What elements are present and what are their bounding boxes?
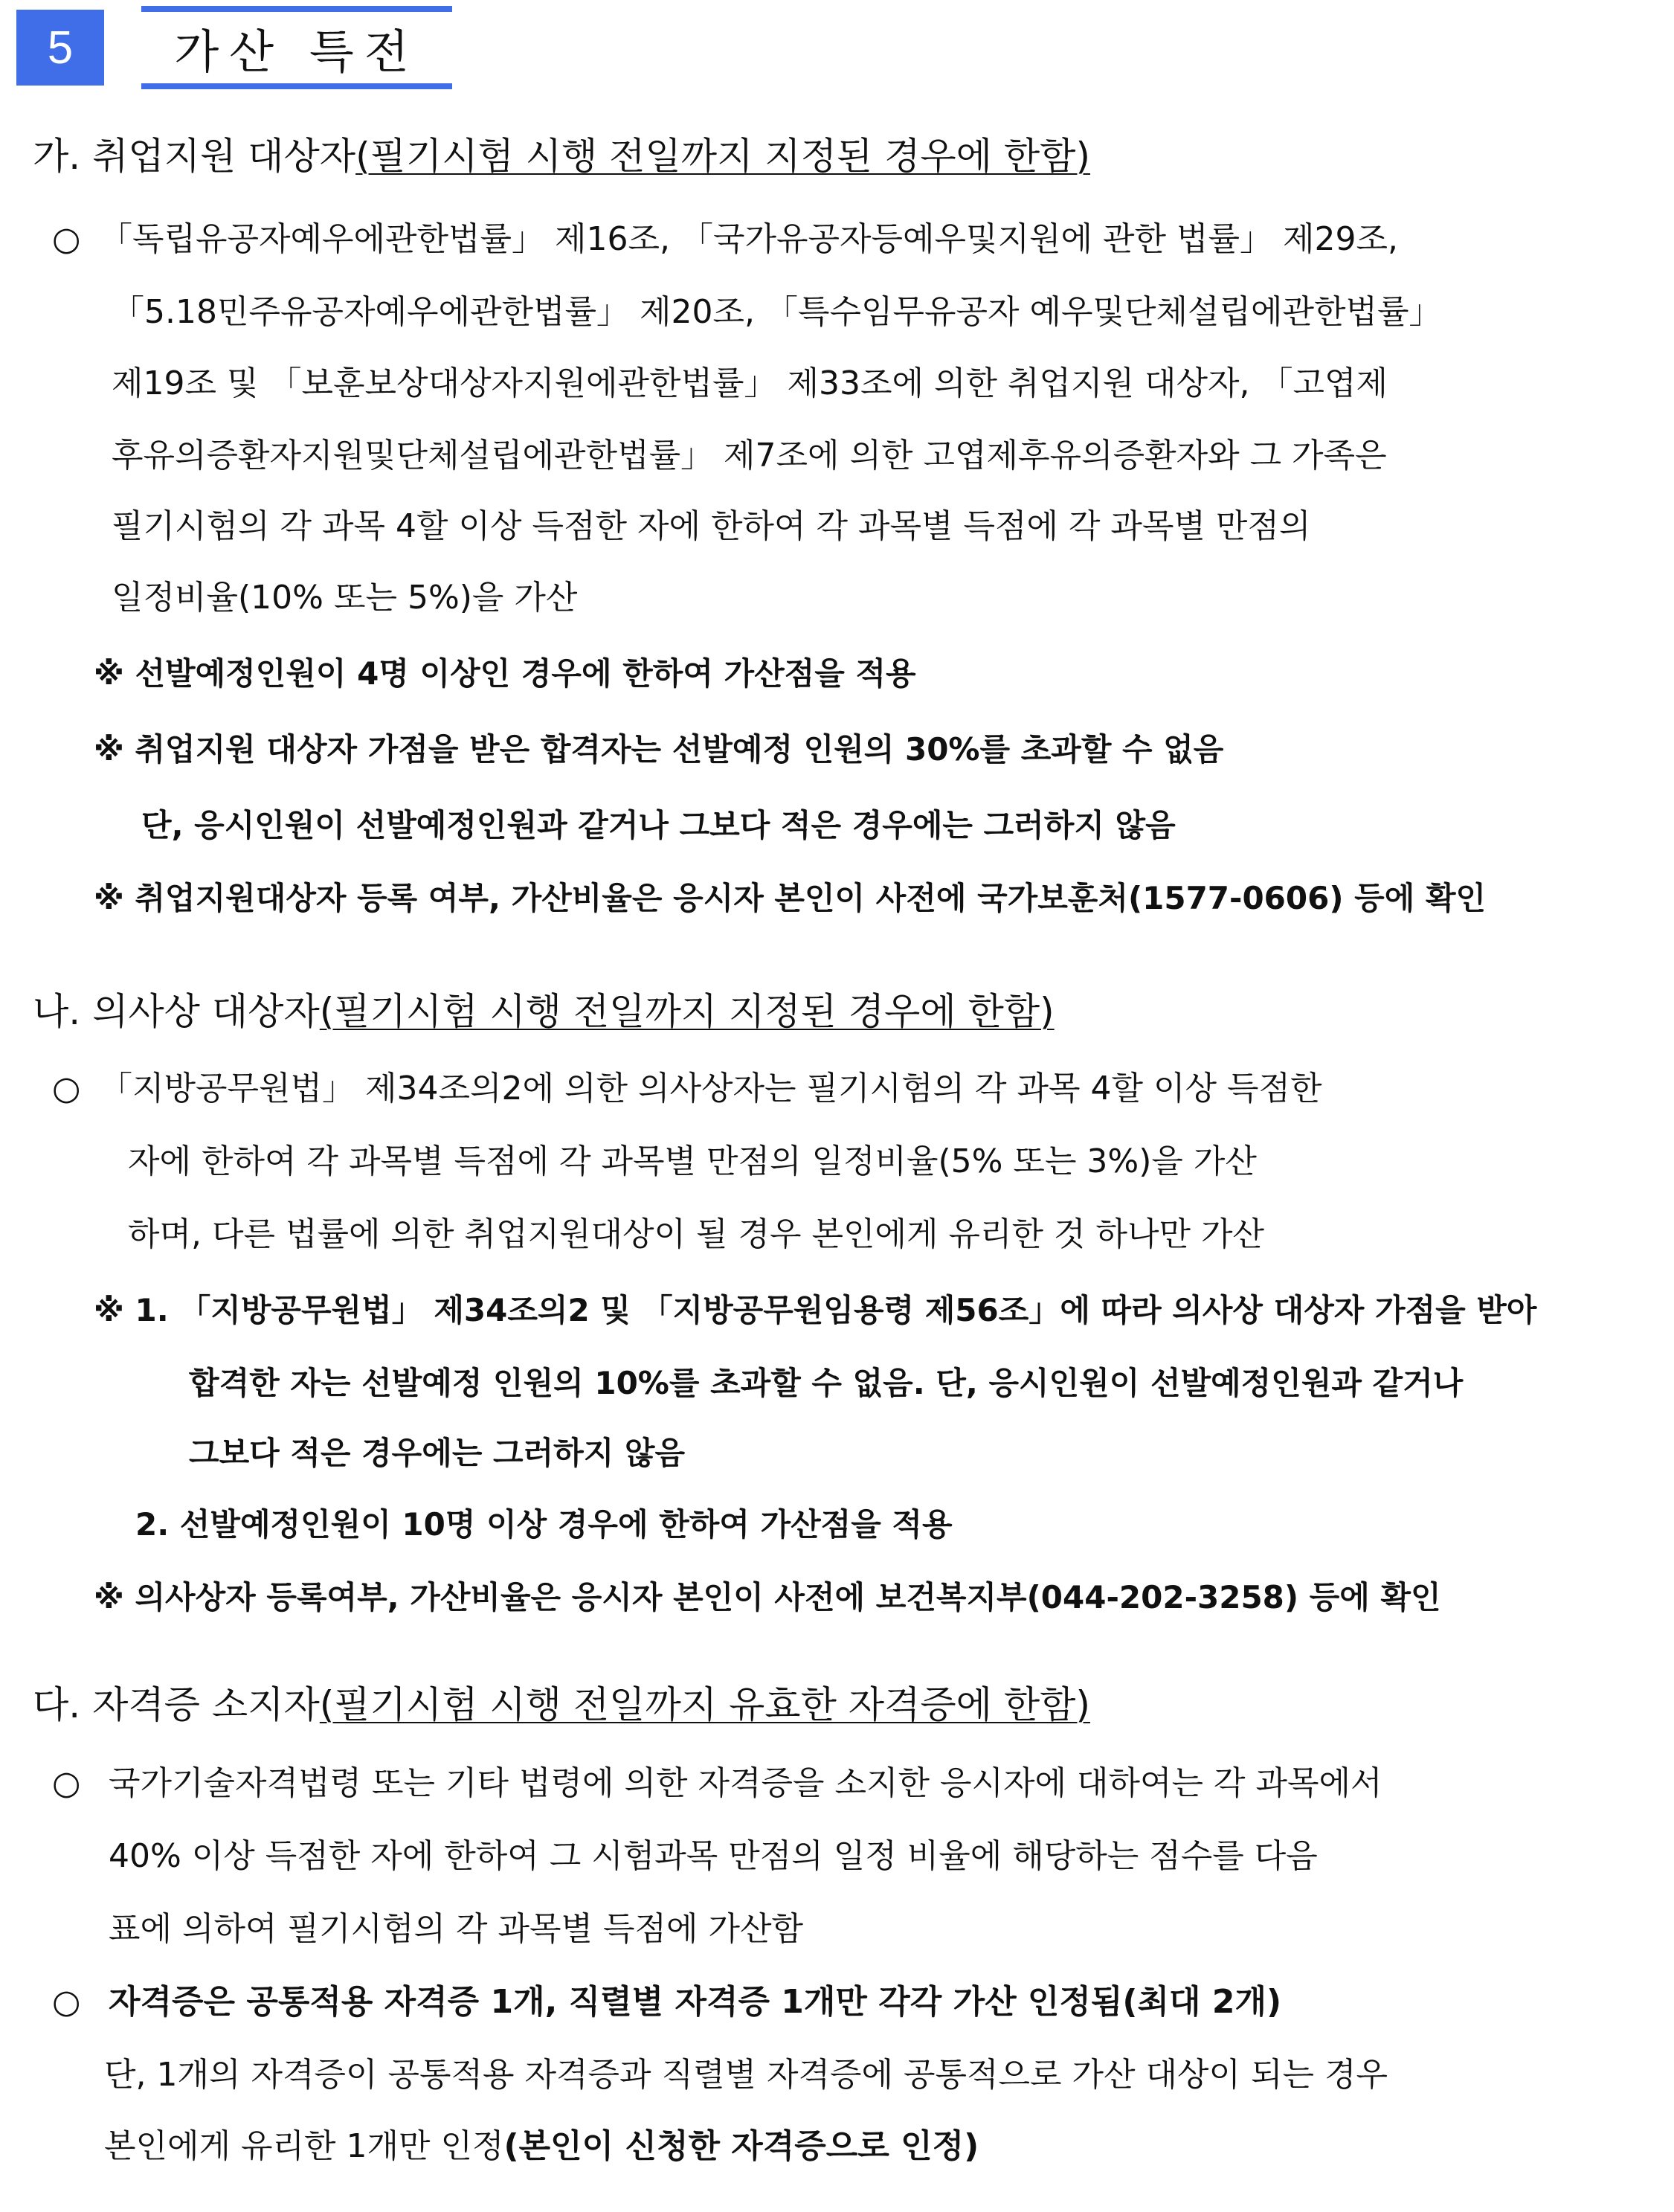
ga-para-line-2: 「5.18민주유공자예우에관한법률」 제20조, 「특수임무유공자 예우및단체설립에관한법률」 — [112, 293, 1442, 331]
section-title: 가산 특전 — [141, 6, 452, 89]
heading-ga — [33, 134, 1090, 179]
da-para2-line-3-plain: 본인에게 유리한 1개만 인정 — [104, 2127, 504, 2165]
heading-ga-paren: (필기시험 시행 전일까지 지정된 경우에 한함) — [355, 135, 1090, 178]
da-para2-line-2: 단, 1개의 자격증이 공통적용 자격증과 직렬별 자격증에 공통적으로 가산 대상이 되는 경우 — [104, 2056, 1388, 2094]
da-para1-line-1: 국가기술자격법령 또는 기타 법령에 의한 자격증을 소지한 응시자에 대하여는 각 과목에서 — [109, 1764, 1382, 1802]
na-note-1-cont-1: 합격한 자는 선발예정 인원의 10%를 초과할 수 없음. 단, 응시인원이 선발예정인원과 같거나 — [189, 1365, 1464, 1401]
ga-para-line-3: 제19조 및 「보훈보상대상자지원에관한법률」 제33조에 의한 취업지원 대상자, 「고엽제 — [112, 364, 1388, 402]
da-bullet-2: ○ — [52, 1983, 81, 2021]
note-mark: ※ — [94, 655, 124, 692]
note-mark: ※ — [94, 1579, 124, 1615]
na-note-1 — [94, 1288, 1536, 1333]
note-text: 1. 「지방공무원법」 제34조의2 및 「지방공무원임용령 제56조」에 따라 의사상 대상자 가점을 받아 — [135, 1292, 1537, 1328]
heading-na-paren: (필기시험 시행 전일까지 지정된 경우에 한함) — [319, 990, 1055, 1033]
note-text: 선발예정인원이 4명 이상인 경우에 한하여 가산점을 적용 — [135, 655, 916, 692]
note-mark: ※ — [94, 1292, 124, 1328]
heading-da — [33, 1682, 1090, 1727]
ga-para-line-6: 일정비율(10% 또는 5%)을 가산 — [112, 579, 578, 617]
na-bullet: ○ — [52, 1070, 81, 1107]
note-mark: ※ — [94, 731, 124, 768]
na-note-1-cont-2: 그보다 적은 경우에는 그러하지 않음 — [189, 1435, 686, 1471]
ga-para-line-1: 「독립유공자예우에관한법률」 제16조, 「국가유공자등예우및지원에 관한 법률」 제29조, — [100, 220, 1399, 258]
da-para2-line-1: 자격증은 공통적용 자격증 1개, 직렬별 자격증 1개만 각각 가산 인정됨(최대 2개) — [109, 1983, 1282, 2021]
da-para2-line-3 — [104, 2124, 979, 2169]
heading-na-prefix: 나. 의사상 대상자 — [33, 990, 320, 1033]
da-para2-line-3-bold: (본인이 신청한 자격증으로 인정) — [503, 2127, 979, 2165]
ga-para-line-4: 후유의증환자지원및단체설립에관한법률」 제7조에 의한 고엽제후유의증환자와 그 가족은 — [112, 437, 1387, 475]
heading-ga-prefix: 가. 취업지원 대상자 — [33, 135, 356, 178]
note-text: 취업지원 대상자 가점을 받은 합격자는 선발예정 인원의 30%를 초과할 수 없음 — [135, 731, 1224, 768]
note-text: 의사상자 등록여부, 가산비율은 응시자 본인이 사전에 보건복지부(044-202-3258) 등에 확인 — [135, 1579, 1441, 1615]
ga-note-2 — [94, 727, 1223, 772]
ga-note-1 — [94, 652, 916, 696]
note-text: 취업지원대상자 등록 여부, 가산비율은 응시자 본인이 사전에 국가보훈처(1577-0606) 등에 확인 — [135, 880, 1487, 916]
ga-bullet: ○ — [52, 220, 81, 258]
section-number-badge: 5 — [16, 10, 104, 86]
da-para1-line-3: 표에 의하여 필기시험의 각 과목별 득점에 가산함 — [109, 1910, 803, 1948]
ga-para-line-5: 필기시험의 각 과목 4할 이상 득점한 자에 한하여 각 과목별 득점에 각 과목별 만점의 — [112, 507, 1311, 545]
na-note-3 — [94, 1575, 1441, 1620]
na-note-2: 2. 선발예정인원이 10명 이상 경우에 한하여 가산점을 적용 — [135, 1506, 953, 1543]
da-bullet-1: ○ — [52, 1764, 81, 1802]
heading-da-prefix: 다. 자격증 소지자 — [33, 1683, 320, 1726]
ga-note-3 — [94, 876, 1486, 921]
ga-note-2-cont: 단, 응시인원이 선발예정인원과 같거나 그보다 적은 경우에는 그러하지 않음 — [141, 807, 1176, 843]
da-para1-line-2: 40% 이상 득점한 자에 한하여 그 시험과목 만점의 일정 비율에 해당하는 점수를 다음 — [109, 1837, 1318, 1875]
heading-da-paren: (필기시험 시행 전일까지 유효한 자격증에 한함) — [319, 1683, 1090, 1726]
na-para-line-2: 자에 한하여 각 과목별 득점에 각 과목별 만점의 일정비율(5% 또는 3%)을 가산 — [128, 1142, 1257, 1180]
na-para-line-1: 「지방공무원법」 제34조의2에 의한 의사상자는 필기시험의 각 과목 4할 이상 득점한 — [100, 1070, 1322, 1107]
note-mark: ※ — [94, 880, 124, 916]
na-para-line-3: 하며, 다른 법률에 의한 취업지원대상이 될 경우 본인에게 유리한 것 하나만 가산 — [128, 1215, 1264, 1253]
heading-na — [33, 989, 1055, 1034]
